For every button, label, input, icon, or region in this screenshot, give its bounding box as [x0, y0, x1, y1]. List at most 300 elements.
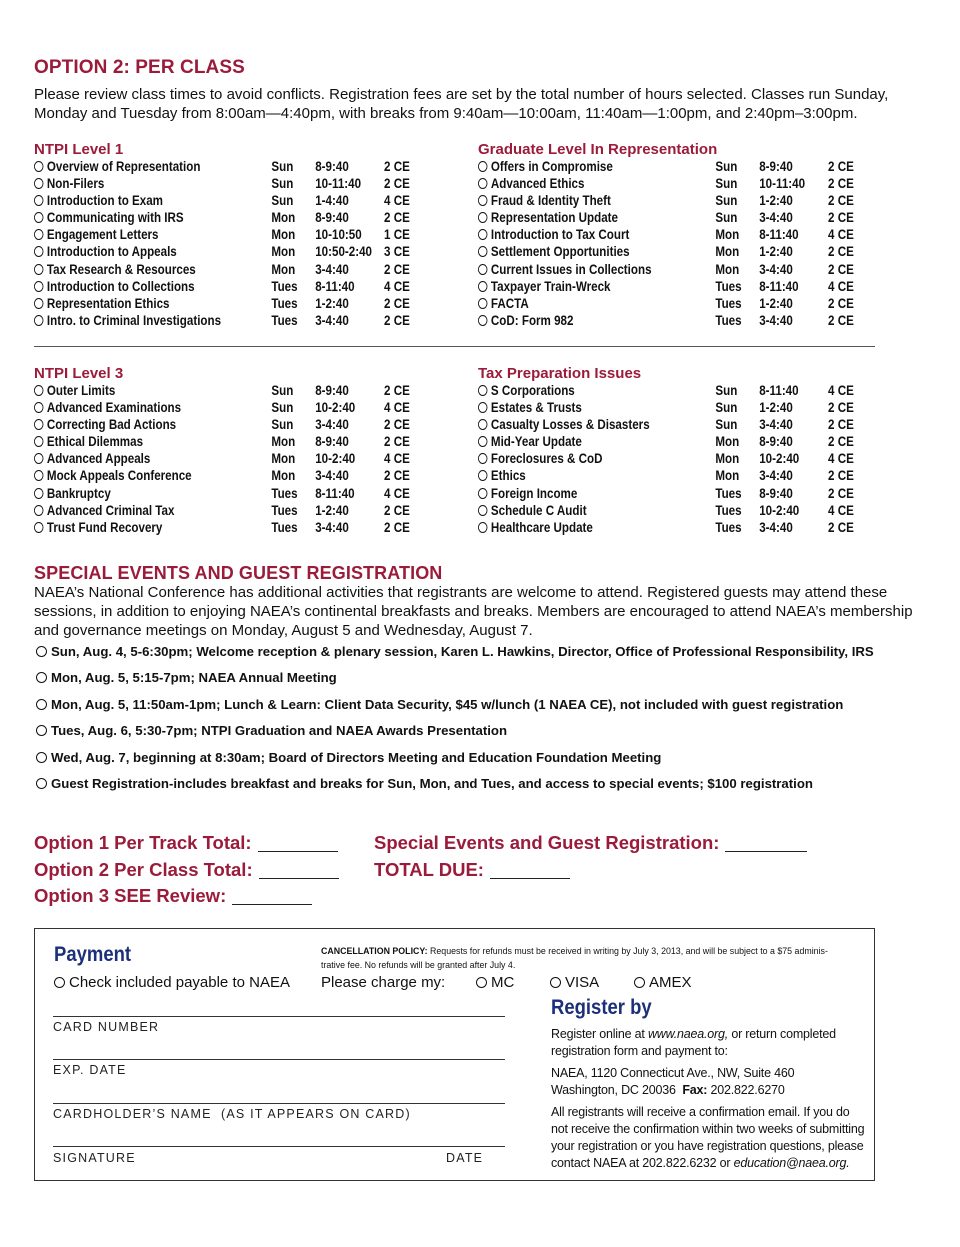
course-row[interactable]: [478, 502, 854, 519]
course-name: [34, 295, 169, 312]
course-row[interactable]: [478, 209, 854, 226]
course-time: 3-4:40: [315, 312, 349, 328]
course-row[interactable]: [478, 226, 854, 243]
option1-total-label: Option 1 Per Track Total:: [34, 832, 252, 853]
special-event-text: Tues, Aug. 6, 5:30-7pm; NTPI Graduation and NAEA Awards Presentation: [51, 723, 508, 738]
course-row[interactable]: [478, 382, 854, 399]
radio-circle-icon[interactable]: [478, 488, 487, 499]
course-day: Tues: [715, 485, 742, 501]
course-time: 1-2:40: [759, 244, 793, 260]
exp-date-line[interactable]: [53, 1059, 505, 1060]
radio-circle-icon[interactable]: [478, 470, 487, 481]
option1-total: [34, 832, 338, 854]
course-ce: 4 CE: [384, 451, 410, 467]
course-time: 8-9:40: [315, 434, 349, 450]
course-group: [478, 365, 854, 536]
radio-circle-icon[interactable]: [478, 298, 487, 309]
course-row[interactable]: [34, 192, 410, 209]
course-group-heading: Tax Preparation Issues: [478, 365, 642, 382]
special-events-description: [34, 583, 934, 640]
course-day: Sun: [271, 400, 294, 416]
cancellation-text: trative fee. No refunds will be granted after July 4.: [321, 959, 516, 971]
course-day: Tues: [271, 278, 298, 294]
special-events-desc-line: NAEA’s National Conference has additional activities that registrants are welcome to attend. Registered guests may attend these: [34, 584, 888, 601]
special-event-item[interactable]: [36, 697, 843, 712]
course-ce: 4 CE: [828, 278, 854, 294]
course-time: 8-11:40: [759, 227, 799, 243]
course-name: [34, 416, 176, 433]
course-time: 8-9:40: [759, 159, 793, 174]
course-time: 3-4:40: [759, 519, 793, 535]
option2-total: [34, 859, 339, 881]
course-time: 8-9:40: [759, 485, 793, 501]
course-name: [34, 261, 196, 278]
course-day: Sun: [715, 193, 738, 209]
card-number-line[interactable]: [53, 1016, 505, 1017]
option2-intro: [34, 85, 934, 123]
course-name: [478, 502, 587, 519]
course-row[interactable]: [34, 209, 410, 226]
radio-circle-icon[interactable]: [478, 161, 487, 172]
special-event-text: Wed, Aug. 7, beginning at 8:30am; Board of Directors Meeting and Education Foundation Meeting: [51, 750, 662, 765]
special-events-desc-line: and governance meetings on Monday, August 5 and Wednesday, August 7.: [34, 622, 533, 639]
course-day: Mon: [715, 227, 740, 243]
course-row[interactable]: [34, 450, 410, 467]
course-row[interactable]: [34, 382, 410, 399]
course-time: 10-11:40: [315, 176, 362, 192]
radio-circle-icon[interactable]: [34, 470, 43, 481]
course-row[interactable]: [478, 175, 854, 192]
course-day: Sun: [715, 383, 738, 398]
register-online-pre: Register online at: [551, 1027, 648, 1041]
special-event-text: Mon, Aug. 5, 11:50am-1pm; Lunch & Learn: Client Data Security, $45 w/lunch (1 NAEA CE), not included with guest registration: [51, 697, 844, 712]
radio-circle-icon[interactable]: [34, 161, 43, 172]
option3-total-label: Option 3 SEE Review:: [34, 885, 227, 906]
radio-circle-icon[interactable]: [478, 212, 487, 223]
special-event-item[interactable]: [36, 750, 661, 765]
course-name: [478, 192, 611, 209]
check-option[interactable]: [54, 974, 290, 991]
confirmation-line: contact NAEA at 202.822.6232 or: [551, 1156, 734, 1170]
radio-circle-icon[interactable]: [478, 195, 487, 206]
course-row[interactable]: [478, 261, 854, 278]
course-time: 1-2:40: [759, 400, 793, 416]
card-option-mc[interactable]: [476, 974, 514, 991]
course-day: Mon: [271, 468, 296, 484]
course-day: Mon: [715, 244, 740, 260]
course-name: [34, 192, 163, 209]
course-group: [34, 141, 410, 329]
course-name-text: Settlement Opportunities: [490, 244, 630, 260]
radio-circle-icon[interactable]: [34, 436, 43, 447]
course-group-heading: NTPI Level 3: [34, 365, 124, 382]
course-time: 10-11:40: [759, 176, 806, 192]
option2-total-label: Option 2 Per Class Total:: [34, 859, 253, 880]
course-name: [478, 312, 573, 329]
course-name-text: Introduction to Exam: [46, 193, 163, 209]
course-name-text: Advanced Examinations: [46, 400, 182, 416]
radio-circle-icon[interactable]: [34, 212, 43, 223]
total-due-field[interactable]: [490, 863, 570, 879]
course-group-heading: NTPI Level 1: [34, 141, 124, 158]
course-time: 10-2:40: [759, 502, 800, 518]
course-day: Sun: [271, 159, 294, 174]
radio-circle-icon[interactable]: [34, 315, 43, 326]
course-name: [34, 450, 150, 467]
total-due-label: TOTAL DUE:: [374, 859, 484, 880]
radio-circle-icon[interactable]: [34, 453, 43, 464]
course-row[interactable]: [34, 158, 410, 175]
course-time: 1-2:40: [315, 295, 349, 311]
course-day: Sun: [271, 417, 294, 433]
radio-circle-icon[interactable]: [34, 402, 43, 413]
course-name: [478, 158, 613, 175]
course-row[interactable]: [478, 295, 854, 312]
course-name: [34, 158, 200, 175]
course-ce: 1 CE: [384, 227, 410, 243]
confirmation-line: your registration or you have registration questions, please: [551, 1139, 864, 1153]
radio-circle-icon[interactable]: [34, 264, 43, 275]
course-ce: 2 CE: [828, 417, 854, 433]
radio-circle-icon[interactable]: [34, 419, 43, 430]
radio-circle-icon[interactable]: [34, 298, 43, 309]
course-row[interactable]: [478, 433, 854, 450]
register-url-link[interactable]: www.naea.org,: [647, 1027, 729, 1041]
course-ce: 2 CE: [828, 244, 854, 260]
course-time: 3-4:40: [759, 468, 793, 484]
contact-email-link[interactable]: education@naea.org.: [733, 1156, 850, 1170]
course-day: Sun: [715, 417, 738, 433]
course-name-text: Bankruptcy: [46, 485, 111, 501]
course-ce: 2 CE: [828, 434, 854, 450]
course-name: [34, 209, 184, 226]
course-name-text: S Corporations: [490, 383, 575, 398]
course-row[interactable]: [478, 399, 854, 416]
cancellation-text: Requests for refunds must be received in writing by July 3, 2013, and will be subject to a $75 adminis-: [430, 946, 828, 957]
course-ce: 2 CE: [384, 159, 410, 174]
special-events-title: SPECIAL EVENTS AND GUEST REGISTRATION: [34, 563, 443, 583]
course-ce: 2 CE: [828, 295, 854, 311]
course-name-text: Healthcare Update: [490, 519, 593, 535]
course-group: [34, 365, 410, 536]
total-due: [374, 859, 570, 881]
course-name-text: Advanced Ethics: [490, 176, 585, 192]
course-name-text: Schedule C Audit: [490, 502, 587, 518]
radio-circle-icon[interactable]: [478, 264, 487, 275]
course-ce: 2 CE: [384, 295, 410, 311]
course-ce: 2 CE: [384, 210, 410, 226]
course-time: 8-9:40: [315, 210, 349, 226]
radio-circle-icon[interactable]: [36, 646, 47, 657]
special-event-item[interactable]: [36, 670, 337, 685]
check-label: Check included payable to NAEA: [69, 974, 290, 991]
course-name-text: Foreclosures & CoD: [490, 451, 603, 467]
register-title: Register by: [551, 996, 652, 1019]
course-row[interactable]: [34, 416, 410, 433]
course-time: 8-9:40: [759, 434, 793, 450]
course-name: [34, 467, 192, 484]
course-day: Tues: [271, 485, 298, 501]
course-time: 3-4:40: [759, 210, 793, 226]
amex-radio-icon[interactable]: [634, 977, 645, 988]
course-name-text: Introduction to Tax Court: [490, 227, 630, 243]
course-time: 10-2:40: [315, 400, 356, 416]
special-events-total-field[interactable]: [725, 836, 807, 852]
radio-circle-icon[interactable]: [478, 281, 487, 292]
radio-circle-icon[interactable]: [34, 385, 43, 396]
course-name-text: Correcting Bad Actions: [46, 417, 177, 433]
radio-circle-icon[interactable]: [36, 752, 47, 763]
course-row[interactable]: [34, 226, 410, 243]
special-event-text: Mon, Aug. 5, 5:15-7pm; NAEA Annual Meeting: [51, 670, 337, 685]
radio-circle-icon[interactable]: [478, 419, 487, 430]
course-row[interactable]: [34, 261, 410, 278]
course-day: Mon: [271, 244, 296, 260]
radio-circle-icon[interactable]: [478, 229, 487, 240]
radio-circle-icon[interactable]: [36, 725, 47, 736]
course-name: [34, 502, 174, 519]
course-name: [478, 243, 630, 260]
course-time: 8-11:40: [759, 278, 799, 294]
course-name-text: FACTA: [490, 295, 529, 311]
course-name-text: Engagement Letters: [46, 227, 159, 243]
course-ce: 2 CE: [828, 485, 854, 501]
course-ce: 2 CE: [384, 519, 410, 535]
register-confirmation: [551, 1104, 871, 1172]
option2-title: OPTION 2: PER CLASS: [34, 57, 245, 78]
radio-circle-icon[interactable]: [478, 246, 487, 257]
mc-radio-icon[interactable]: [476, 977, 487, 988]
radio-circle-icon[interactable]: [478, 453, 487, 464]
course-day: Tues: [715, 502, 742, 518]
radio-circle-icon[interactable]: [478, 505, 487, 516]
course-ce: 2 CE: [828, 400, 854, 416]
course-name-text: Fraud & Identity Theft: [490, 193, 611, 209]
course-name-text: Tax Research & Resources: [46, 261, 196, 277]
register-address: [551, 1065, 871, 1099]
option2-total-field[interactable]: [259, 863, 339, 879]
radio-circle-icon[interactable]: [34, 488, 43, 499]
course-name-text: Representation Update: [490, 210, 618, 226]
course-name: [34, 382, 115, 399]
course-time: 1-2:40: [759, 193, 793, 209]
course-day: Mon: [271, 261, 296, 277]
course-name-text: Advanced Appeals: [46, 451, 151, 467]
course-ce: 3 CE: [384, 244, 410, 260]
radio-circle-icon[interactable]: [36, 778, 47, 789]
course-row[interactable]: [34, 243, 410, 260]
course-ce: 2 CE: [384, 434, 410, 450]
course-time: 8-9:40: [315, 159, 349, 174]
course-row[interactable]: [478, 278, 854, 295]
course-day: Sun: [715, 159, 738, 174]
course-time: 3-4:40: [759, 261, 793, 277]
radio-circle-icon[interactable]: [478, 402, 487, 413]
cancellation-title: CANCELLATION POLICY:: [321, 946, 428, 957]
course-name: [478, 175, 584, 192]
course-day: Mon: [715, 451, 740, 467]
course-row[interactable]: [478, 450, 854, 467]
special-event-item[interactable]: [36, 644, 874, 659]
special-event-item[interactable]: [36, 776, 813, 791]
option3-total-field[interactable]: [232, 889, 312, 905]
course-time: 8-11:40: [759, 383, 799, 398]
course-row[interactable]: [34, 399, 410, 416]
course-name: [34, 519, 162, 536]
course-name-text: Non-Filers: [46, 176, 105, 192]
course-day: Tues: [715, 295, 742, 311]
course-row[interactable]: [34, 502, 410, 519]
visa-radio-icon[interactable]: [550, 977, 561, 988]
card-option-visa[interactable]: [550, 974, 599, 991]
course-row[interactable]: [478, 485, 854, 502]
radio-circle-icon[interactable]: [478, 315, 487, 326]
course-time: 10-2:40: [315, 451, 356, 467]
special-event-item[interactable]: [36, 723, 507, 738]
course-name-text: Advanced Criminal Tax: [46, 502, 175, 518]
option2-intro-line: Monday and Tuesday from 8:00am—4:40pm, with breaks from 9:40am—10:00am, 11:40am—1:00pm, and 2:40pm–3:00pm.: [34, 105, 858, 122]
section-divider: [34, 346, 875, 347]
course-name: [478, 416, 650, 433]
course-row[interactable]: [478, 467, 854, 484]
radio-circle-icon[interactable]: [478, 522, 487, 533]
radio-circle-icon[interactable]: [478, 436, 487, 447]
register-online-text: [551, 1026, 871, 1060]
date-label: DATE: [446, 1151, 484, 1165]
course-day: Tues: [715, 519, 742, 535]
course-day: Tues: [715, 278, 742, 294]
cardholder-name-line[interactable]: [53, 1103, 505, 1104]
course-name: [34, 399, 181, 416]
special-events-total: [374, 832, 807, 854]
course-ce: 2 CE: [828, 210, 854, 226]
charge-label: Please charge my:: [321, 974, 446, 991]
course-row[interactable]: [34, 467, 410, 484]
course-row[interactable]: [478, 192, 854, 209]
course-ce: 2 CE: [384, 176, 410, 192]
course-ce: 4 CE: [828, 502, 854, 518]
course-ce: 4 CE: [828, 451, 854, 467]
address-line: NAEA, 1120 Connecticut Ave., NW, Suite 460: [551, 1066, 795, 1080]
radio-circle-icon[interactable]: [34, 178, 43, 189]
course-time: 3-4:40: [315, 417, 349, 433]
amex-label: AMEX: [649, 974, 692, 991]
payment-title: Payment: [54, 943, 132, 966]
course-ce: 2 CE: [384, 468, 410, 484]
course-row[interactable]: [34, 295, 410, 312]
course-ce: 2 CE: [384, 417, 410, 433]
course-row[interactable]: [34, 485, 410, 502]
radio-circle-icon[interactable]: [36, 672, 47, 683]
course-row[interactable]: [34, 278, 410, 295]
option2-intro-line: Please review class times to avoid conflicts. Registration fees are set by the total number of hours selected. Classes run Sunday,: [34, 86, 889, 103]
course-name-text: Overview of Representation: [46, 159, 201, 174]
course-ce: 2 CE: [828, 468, 854, 484]
course-name-text: Mid-Year Update: [490, 434, 582, 450]
option1-total-field[interactable]: [258, 836, 338, 852]
course-row[interactable]: [34, 175, 410, 192]
course-ce: 4 CE: [384, 485, 410, 501]
cardholder-name-label: CARDHOLDER’S NAME (AS IT APPEARS ON CARD): [53, 1107, 411, 1121]
course-name: [478, 382, 575, 399]
course-ce: 2 CE: [384, 312, 410, 328]
course-row[interactable]: [478, 312, 854, 329]
course-row[interactable]: [34, 312, 410, 329]
course-ce: 4 CE: [384, 193, 410, 209]
course-time: 8-11:40: [315, 485, 355, 501]
course-ce: 4 CE: [828, 383, 854, 398]
course-ce: 4 CE: [828, 227, 854, 243]
mc-label: MC: [491, 974, 515, 991]
course-name: [34, 226, 159, 243]
course-time: 3-4:40: [759, 417, 793, 433]
course-name-text: Intro. to Criminal Investigations: [46, 312, 222, 328]
radio-circle-icon[interactable]: [34, 195, 43, 206]
course-name-text: Ethical Dilemmas: [46, 434, 144, 450]
course-ce: 2 CE: [384, 261, 410, 277]
course-row[interactable]: [34, 433, 410, 450]
course-row[interactable]: [478, 519, 854, 536]
visa-label: VISA: [565, 974, 600, 991]
confirmation-line: not receive the confirmation within two weeks of submitting: [551, 1122, 865, 1136]
course-row[interactable]: [34, 519, 410, 536]
course-day: Sun: [271, 176, 294, 192]
special-event-text: Sun, Aug. 4, 5-6:30pm; Welcome reception & plenary session, Karen L. Hawkins, Director, Office of Professional Responsibility, IRS: [51, 644, 874, 659]
course-name-text: Taxpayer Train-Wreck: [490, 278, 611, 294]
course-name-text: Estates & Trusts: [490, 400, 582, 416]
radio-circle-icon[interactable]: [34, 229, 43, 240]
course-name: [34, 243, 177, 260]
confirmation-line: All registrants will receive a confirmation email. If you do: [551, 1105, 850, 1119]
course-day: Mon: [715, 261, 740, 277]
radio-circle-icon[interactable]: [478, 385, 487, 396]
course-row[interactable]: [478, 243, 854, 260]
course-name: [34, 312, 221, 329]
course-group: [478, 141, 854, 329]
course-name-text: Foreign Income: [490, 485, 578, 501]
exp-date-label: EXP. DATE: [53, 1063, 127, 1077]
course-day: Mon: [271, 434, 296, 450]
course-row[interactable]: [478, 416, 854, 433]
check-radio-icon[interactable]: [54, 977, 65, 988]
course-day: Tues: [271, 295, 298, 311]
course-name: [478, 433, 582, 450]
course-name: [34, 433, 143, 450]
radio-circle-icon[interactable]: [34, 505, 43, 516]
radio-circle-icon[interactable]: [34, 281, 43, 292]
course-ce: 2 CE: [828, 261, 854, 277]
course-day: Tues: [271, 502, 298, 518]
radio-circle-icon[interactable]: [34, 246, 43, 257]
course-time: 8-9:40: [315, 383, 349, 398]
course-day: Sun: [715, 400, 738, 416]
course-ce: 2 CE: [384, 383, 410, 398]
course-ce: 4 CE: [384, 400, 410, 416]
course-name-text: Communicating with IRS: [46, 210, 184, 226]
radio-circle-icon[interactable]: [478, 178, 487, 189]
course-row[interactable]: [478, 158, 854, 175]
signature-line[interactable]: [53, 1146, 505, 1147]
card-option-amex[interactable]: [634, 974, 692, 991]
course-group-heading: Graduate Level In Representation: [478, 141, 718, 158]
course-name: [478, 399, 582, 416]
radio-circle-icon[interactable]: [36, 699, 47, 710]
radio-circle-icon[interactable]: [34, 522, 43, 533]
course-ce: 2 CE: [828, 176, 854, 192]
course-day: Sun: [271, 193, 294, 209]
course-day: Mon: [715, 434, 740, 450]
course-day: Tues: [271, 519, 298, 535]
